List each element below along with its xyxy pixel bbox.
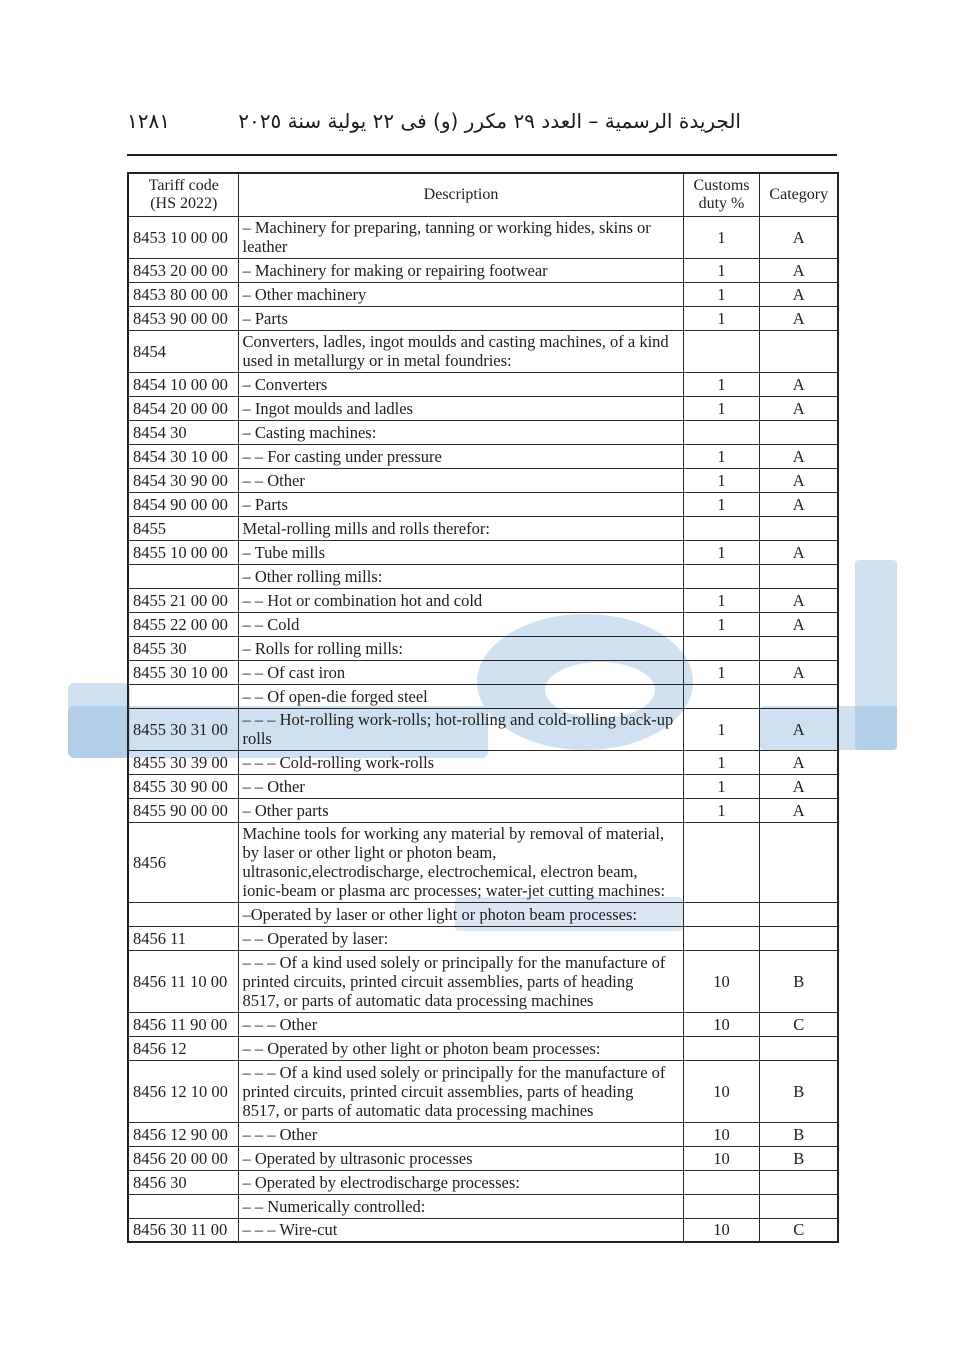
table-row <box>128 216 838 258</box>
description-cell: – – – Hot-rolling work-rolls; hot-rolling and cold-rolling back-up rolls <box>238 708 683 750</box>
tariff-code-cell: 8455 10 00 00 <box>128 540 238 564</box>
tariff-code-cell: 8456 12 90 00 <box>128 1122 238 1146</box>
category-cell: A <box>759 468 838 492</box>
duty-cell: 1 <box>683 612 759 636</box>
duty-cell: 1 <box>683 306 759 330</box>
table-row <box>128 396 838 420</box>
duty-cell <box>683 926 759 950</box>
category-cell <box>759 1194 838 1218</box>
description-cell: – – Operated by other light or photon beam processes: <box>238 1036 683 1060</box>
table-row <box>128 492 838 516</box>
category-cell <box>759 822 838 902</box>
category-cell: B <box>759 1060 838 1122</box>
table-row <box>128 420 838 444</box>
description-cell: – – – Of a kind used solely or principally for the manufacture of printed circuits, printed circuit assemblies, parts of heading 8517, or parts of automatic data processing machines <box>238 950 683 1012</box>
category-cell: A <box>759 660 838 684</box>
column-header-customs-duty: Customs duty % <box>683 173 759 216</box>
category-cell: A <box>759 588 838 612</box>
table-row <box>128 902 838 926</box>
duty-cell: 10 <box>683 1060 759 1122</box>
category-cell: B <box>759 1146 838 1170</box>
category-cell: B <box>759 1122 838 1146</box>
duty-cell: 1 <box>683 750 759 774</box>
description-cell: – Machinery for making or repairing footwear <box>238 258 683 282</box>
category-cell <box>759 636 838 660</box>
duty-cell <box>683 516 759 540</box>
tariff-code-cell: 8455 30 31 00 <box>128 708 238 750</box>
tariff-code-cell <box>128 902 238 926</box>
tariff-code-cell: 8455 30 39 00 <box>128 750 238 774</box>
table-row <box>128 612 838 636</box>
duty-cell: 1 <box>683 708 759 750</box>
table-row <box>128 282 838 306</box>
category-cell: A <box>759 282 838 306</box>
tariff-code-cell: 8455 <box>128 516 238 540</box>
duty-cell: 1 <box>683 372 759 396</box>
tariff-code-cell: 8455 30 10 00 <box>128 660 238 684</box>
table-row <box>128 1060 838 1122</box>
tariff-table <box>127 172 839 1243</box>
gazette-title: الجريدة الرسمية – العدد ٢٩ مكرر (و) فى ٢٢ يولية سنة ٢٠٢٥ <box>238 109 741 133</box>
duty-cell: 1 <box>683 774 759 798</box>
category-cell: A <box>759 306 838 330</box>
tariff-code-cell: 8454 30 10 00 <box>128 444 238 468</box>
tariff-code-cell: 8455 30 90 00 <box>128 774 238 798</box>
category-cell: A <box>759 372 838 396</box>
description-cell: – – Of open-die forged steel <box>238 684 683 708</box>
table-row <box>128 564 838 588</box>
table-row <box>128 1122 838 1146</box>
duty-cell: 1 <box>683 588 759 612</box>
category-cell: A <box>759 774 838 798</box>
description-cell: – – Hot or combination hot and cold <box>238 588 683 612</box>
tariff-code-cell: 8455 22 00 00 <box>128 612 238 636</box>
tariff-code-cell: 8456 20 00 00 <box>128 1146 238 1170</box>
table-row <box>128 306 838 330</box>
description-cell: – – Cold <box>238 612 683 636</box>
duty-cell <box>683 1170 759 1194</box>
table-row <box>128 708 838 750</box>
tariff-code-cell: 8454 20 00 00 <box>128 396 238 420</box>
description-cell: – – Operated by laser: <box>238 926 683 950</box>
category-cell: C <box>759 1012 838 1036</box>
duty-cell: 10 <box>683 1218 759 1242</box>
table-row <box>128 444 838 468</box>
description-cell: – Rolls for rolling mills: <box>238 636 683 660</box>
column-header-category: Category <box>759 173 838 216</box>
category-cell <box>759 1036 838 1060</box>
tariff-code-cell: 8455 90 00 00 <box>128 798 238 822</box>
category-cell: A <box>759 216 838 258</box>
table-row <box>128 372 838 396</box>
tariff-code-cell: 8456 30 <box>128 1170 238 1194</box>
description-cell: Metal-rolling mills and rolls therefor: <box>238 516 683 540</box>
duty-cell: 1 <box>683 282 759 306</box>
category-cell: B <box>759 950 838 1012</box>
watermark-stroke <box>68 683 130 758</box>
description-cell: – – Other <box>238 774 683 798</box>
description-cell: – – For casting under pressure <box>238 444 683 468</box>
duty-cell: 10 <box>683 1122 759 1146</box>
table-row <box>128 950 838 1012</box>
column-header-tariff-code: Tariff code (HS 2022) <box>128 173 238 216</box>
tariff-code-cell: 8454 90 00 00 <box>128 492 238 516</box>
page-number: ١٢٨١ <box>127 109 170 133</box>
description-cell: – Operated by electrodischarge processes: <box>238 1170 683 1194</box>
category-cell: A <box>759 444 838 468</box>
tariff-code-cell: 8454 30 <box>128 420 238 444</box>
description-cell: – Tube mills <box>238 540 683 564</box>
tariff-code-cell: 8453 90 00 00 <box>128 306 238 330</box>
tariff-code-cell: 8456 11 <box>128 926 238 950</box>
category-cell: A <box>759 258 838 282</box>
table-row <box>128 684 838 708</box>
table-row <box>128 540 838 564</box>
page-header <box>127 104 741 138</box>
category-cell <box>759 516 838 540</box>
category-cell <box>759 902 838 926</box>
duty-cell <box>683 636 759 660</box>
duty-cell: 1 <box>683 492 759 516</box>
description-cell: – – – Of a kind used solely or principally for the manufacture of printed circuits, printed circuit assemblies, parts of heading 8517, or parts of automatic data processing machines <box>238 1060 683 1122</box>
tariff-code-cell: 8456 30 11 00 <box>128 1218 238 1242</box>
table-row <box>128 1012 838 1036</box>
table-row <box>128 516 838 540</box>
duty-cell: 10 <box>683 950 759 1012</box>
header-divider <box>127 154 837 156</box>
category-cell: A <box>759 540 838 564</box>
tariff-code-cell: 8455 30 <box>128 636 238 660</box>
duty-cell <box>683 822 759 902</box>
tariff-code-cell: 8456 12 <box>128 1036 238 1060</box>
table-row <box>128 822 838 902</box>
tariff-code-cell: 8456 11 10 00 <box>128 950 238 1012</box>
description-cell: Machine tools for working any material by removal of material, by laser or other light or photon beam, ultrasonic,electrodischarge, electrochemical, electron beam, ionic-beam or plasma arc processes; water-jet cutting machines: <box>238 822 683 902</box>
duty-cell: 1 <box>683 540 759 564</box>
tariff-code-cell <box>128 1194 238 1218</box>
table-row <box>128 1146 838 1170</box>
tariff-code-cell: 8453 20 00 00 <box>128 258 238 282</box>
description-cell: – – – Other <box>238 1122 683 1146</box>
category-cell: A <box>759 612 838 636</box>
table-row <box>128 1036 838 1060</box>
table-row <box>128 468 838 492</box>
tariff-code-cell: 8454 <box>128 330 238 372</box>
duty-cell <box>683 330 759 372</box>
table-row <box>128 798 838 822</box>
tariff-code-cell: 8454 10 00 00 <box>128 372 238 396</box>
table-row <box>128 1218 838 1242</box>
tariff-code-cell: 8456 <box>128 822 238 902</box>
description-cell: – – – Cold-rolling work-rolls <box>238 750 683 774</box>
description-cell: – Other rolling mills: <box>238 564 683 588</box>
category-cell: A <box>759 492 838 516</box>
category-cell: C <box>759 1218 838 1242</box>
description-cell: – – – Wire-cut <box>238 1218 683 1242</box>
description-cell: – Other parts <box>238 798 683 822</box>
table-row <box>128 926 838 950</box>
duty-cell <box>683 1194 759 1218</box>
category-cell <box>759 330 838 372</box>
duty-cell: 10 <box>683 1146 759 1170</box>
duty-cell: 10 <box>683 1012 759 1036</box>
duty-cell <box>683 684 759 708</box>
description-cell: – – Of cast iron <box>238 660 683 684</box>
description-cell: – – – Other <box>238 1012 683 1036</box>
description-cell: Converters, ladles, ingot moulds and casting machines, of a kind used in metallurgy or in metal foundries: <box>238 330 683 372</box>
description-cell: –Operated by laser or other light or photon beam processes: <box>238 902 683 926</box>
table-row <box>128 1170 838 1194</box>
tariff-code-cell <box>128 564 238 588</box>
duty-cell <box>683 564 759 588</box>
description-cell: – Other machinery <box>238 282 683 306</box>
description-cell: – Machinery for preparing, tanning or working hides, skins or leather <box>238 216 683 258</box>
table-row <box>128 636 838 660</box>
table-row <box>128 588 838 612</box>
description-cell: – Casting machines: <box>238 420 683 444</box>
description-cell: – Converters <box>238 372 683 396</box>
duty-cell: 1 <box>683 468 759 492</box>
description-cell: – Parts <box>238 306 683 330</box>
description-cell: – Parts <box>238 492 683 516</box>
tariff-code-cell: 8455 21 00 00 <box>128 588 238 612</box>
duty-cell <box>683 1036 759 1060</box>
description-cell: – Ingot moulds and ladles <box>238 396 683 420</box>
description-cell: – – Numerically controlled: <box>238 1194 683 1218</box>
table-row <box>128 258 838 282</box>
category-cell: A <box>759 798 838 822</box>
category-cell <box>759 926 838 950</box>
table-row <box>128 660 838 684</box>
description-cell: – Operated by ultrasonic processes <box>238 1146 683 1170</box>
duty-cell: 1 <box>683 660 759 684</box>
category-cell <box>759 684 838 708</box>
table-row <box>128 750 838 774</box>
table-header-row <box>128 173 838 216</box>
duty-cell <box>683 902 759 926</box>
category-cell: A <box>759 396 838 420</box>
tariff-code-cell: 8456 11 90 00 <box>128 1012 238 1036</box>
column-header-description: Description <box>238 173 683 216</box>
table-row <box>128 774 838 798</box>
duty-cell: 1 <box>683 444 759 468</box>
duty-cell: 1 <box>683 216 759 258</box>
table-row <box>128 330 838 372</box>
category-cell <box>759 564 838 588</box>
duty-cell: 1 <box>683 258 759 282</box>
duty-cell: 1 <box>683 396 759 420</box>
category-cell: A <box>759 708 838 750</box>
tariff-code-cell <box>128 684 238 708</box>
tariff-code-cell: 8456 12 10 00 <box>128 1060 238 1122</box>
tariff-code-cell: 8453 10 00 00 <box>128 216 238 258</box>
duty-cell: 1 <box>683 798 759 822</box>
table-row <box>128 1194 838 1218</box>
category-cell: A <box>759 750 838 774</box>
description-cell: – – Other <box>238 468 683 492</box>
tariff-code-cell: 8454 30 90 00 <box>128 468 238 492</box>
category-cell <box>759 420 838 444</box>
tariff-code-cell: 8453 80 00 00 <box>128 282 238 306</box>
duty-cell <box>683 420 759 444</box>
category-cell <box>759 1170 838 1194</box>
